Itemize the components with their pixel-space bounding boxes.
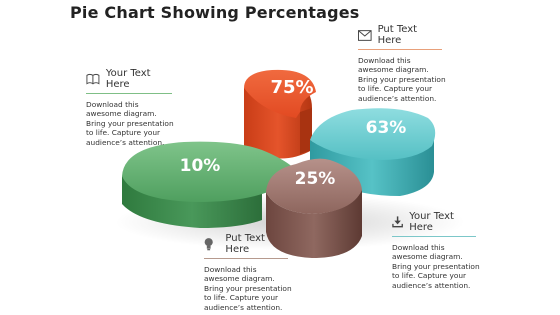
divider [392,236,476,237]
callout-bottom-center [204,233,292,312]
callout-body: Download this awesome diagram. Bring your presentation to life. Capture your audience’s attention. [204,265,292,312]
callout-left [86,68,172,147]
lightbulb-icon [204,237,213,251]
page-title: Pie Chart Showing Percentages [70,3,360,22]
callout-bottom-right [392,211,480,290]
divider [358,49,442,50]
label-brown: 25% [294,169,336,189]
label-green: 10% [179,156,221,176]
label-red: 75% [270,77,314,98]
callout-heading: Your Text Here [105,68,151,90]
callout-body: Download this awesome diagram. Bring your presentation to life. Capture your audience’s attention. [86,100,174,147]
download-icon [392,216,403,228]
envelope-icon [358,30,372,41]
callout-heading: Your Text Here [409,211,454,233]
divider [86,93,172,94]
book-icon [86,73,100,85]
divider [204,258,288,259]
callout-heading: Put Text Here [377,24,418,46]
callout-body: Download this awesome diagram. Bring your presentation to life. Capture your audience’s attention. [358,56,446,103]
callout-heading: Put Text Here [225,233,265,255]
callout-top-right [358,24,446,103]
label-teal: 63% [365,118,407,138]
callout-body: Download this awesome diagram. Bring your presentation to life. Capture your audience’s attention. [392,243,480,290]
